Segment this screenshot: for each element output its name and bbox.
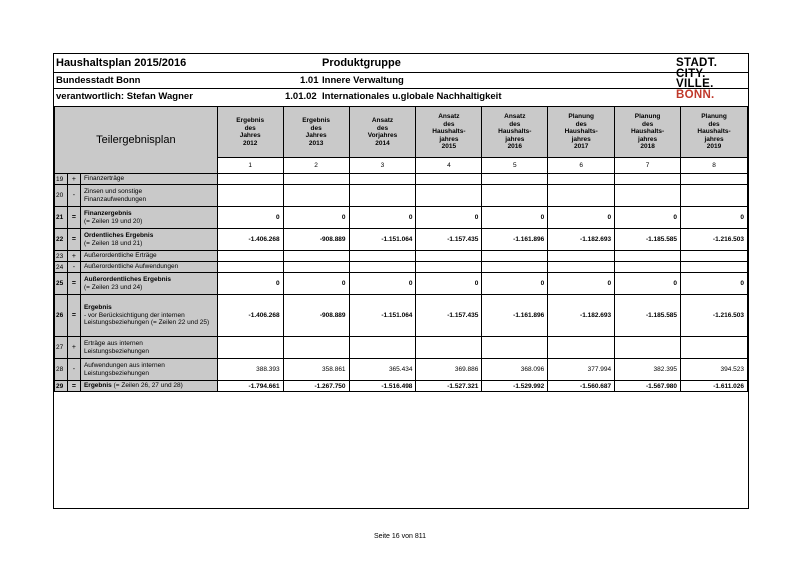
column-header-line: Jahres	[305, 132, 327, 139]
row-number: 29	[55, 381, 68, 392]
value-cell: 0	[482, 273, 548, 295]
column-header-line: des	[708, 120, 720, 128]
row-operator: +	[67, 251, 80, 262]
column-number: 2	[283, 158, 349, 174]
value-cell: -1.185.585	[615, 229, 681, 251]
table-row	[55, 295, 748, 337]
column-number: 5	[482, 158, 548, 174]
value-cell: 0	[416, 207, 482, 229]
value-cell	[548, 337, 615, 359]
value-cell: 0	[681, 207, 748, 229]
city-name: Bundesstadt Bonn	[56, 75, 141, 86]
value-cell: 0	[482, 207, 548, 229]
value-cell: -1.267.750	[283, 381, 349, 392]
value-cell: 0	[681, 273, 748, 295]
column-header-line: des	[244, 124, 256, 132]
value-cell: 0	[615, 207, 681, 229]
table-row	[55, 273, 748, 295]
value-cell	[482, 337, 548, 359]
row-label	[80, 185, 217, 207]
row-number: 20	[55, 185, 68, 207]
value-cell: -1.529.992	[482, 381, 548, 392]
value-cell: -1.157.435	[416, 295, 482, 337]
row-label-sub: (= Zeilen 23 und 24)	[83, 283, 143, 291]
table-title: Teilergebnisplan	[55, 107, 218, 174]
column-header-line: Haushalts-	[630, 128, 665, 136]
sheet-header	[54, 54, 748, 106]
table-row	[55, 185, 748, 207]
value-cell	[416, 185, 482, 207]
column-header	[217, 107, 283, 158]
value-cell: -1.151.064	[349, 295, 416, 337]
value-cell: 0	[349, 273, 416, 295]
value-cell	[615, 185, 681, 207]
row-label	[80, 262, 217, 273]
value-cell: 0	[217, 207, 283, 229]
value-cell	[548, 174, 615, 185]
value-cell	[283, 185, 349, 207]
value-cell: 0	[283, 207, 349, 229]
row-operator: -	[67, 185, 80, 207]
value-cell: 365.434	[349, 359, 416, 381]
column-number: 6	[548, 158, 615, 174]
value-cell: -1.216.503	[681, 229, 748, 251]
value-cell	[548, 251, 615, 262]
column-header-line: Haushalts-	[697, 128, 731, 136]
column-header-line: Haushalts-	[432, 128, 466, 136]
column-number: 7	[615, 158, 681, 174]
row-label-sub: Leistungsbeziehungen	[83, 347, 150, 355]
value-cell	[681, 185, 748, 207]
value-cell: -1.157.435	[416, 229, 482, 251]
value-cell: -908.889	[283, 295, 349, 337]
value-cell: 377.994	[548, 359, 615, 381]
value-cell	[349, 251, 416, 262]
value-cell	[615, 262, 681, 273]
column-header-line: jahres	[704, 135, 724, 143]
value-cell: -1.216.503	[681, 295, 748, 337]
value-cell: -1.527.321	[416, 381, 482, 392]
column-header-line: 2016	[507, 143, 523, 151]
table-row	[55, 337, 748, 359]
row-number: 24	[55, 262, 68, 273]
value-cell: -1.406.268	[217, 295, 283, 337]
value-cell	[283, 251, 349, 262]
column-header-line: 2019	[706, 143, 722, 151]
column-header	[548, 107, 615, 158]
value-cell: -1.560.687	[548, 381, 615, 392]
column-header-line: jahres	[505, 135, 525, 143]
row-label-main: Aufwendungen aus internen	[83, 362, 165, 369]
value-cell	[283, 262, 349, 273]
row-operator: =	[67, 207, 80, 229]
value-cell: 0	[615, 273, 681, 295]
value-cell	[482, 185, 548, 207]
column-header	[283, 107, 349, 158]
value-cell	[349, 174, 416, 185]
row-label-main: Außerordentliche Aufwendungen	[83, 263, 179, 271]
row-label-main: Erträge aus internen	[83, 340, 143, 347]
column-header	[681, 107, 748, 158]
column-header-line: Ergebnis	[236, 117, 265, 124]
value-cell	[482, 251, 548, 262]
value-cell	[548, 185, 615, 207]
table-row	[55, 262, 748, 273]
row-operator: -	[67, 359, 80, 381]
plan-title: Haushaltsplan 2015/2016	[56, 57, 187, 69]
row-label	[80, 207, 217, 229]
value-cell	[615, 174, 681, 185]
column-header-line: Ansatz	[371, 117, 394, 124]
row-number: 28	[55, 359, 68, 381]
column-header	[349, 107, 416, 158]
value-cell	[548, 262, 615, 273]
row-operator: =	[67, 273, 80, 295]
value-cell	[217, 185, 283, 207]
table-row	[55, 359, 748, 381]
column-header-line: Planung	[701, 113, 727, 121]
row-label	[80, 174, 217, 185]
group-label: Produktgruppe	[322, 57, 401, 69]
row-label-main: Finanzerträge	[83, 175, 125, 183]
budget-sheet	[53, 53, 749, 509]
value-cell: 369.886	[416, 359, 482, 381]
row-operator: =	[67, 381, 80, 392]
column-header-line: Haushalts-	[564, 128, 598, 136]
value-cell	[283, 337, 349, 359]
row-label-main: Finanzergebnis	[83, 210, 132, 217]
group-code-1: 1.01	[300, 75, 319, 86]
row-number: 25	[55, 273, 68, 295]
logo-line-4: BONN.	[676, 88, 715, 101]
column-header-line: 2015	[441, 143, 457, 151]
value-cell: 388.393	[217, 359, 283, 381]
group-name-2: Internationales u.globale Nachhaltigkeit	[322, 91, 502, 102]
row-number: 27	[55, 337, 68, 359]
table-row	[55, 207, 748, 229]
logo-line-3: VILLE.	[676, 78, 714, 90]
value-cell	[217, 262, 283, 273]
value-cell: 394.523	[681, 359, 748, 381]
logo-line-2: CITY.	[676, 67, 706, 80]
row-label-main: Zinsen und sonstige	[83, 188, 143, 195]
row-operator: =	[67, 229, 80, 251]
value-cell	[615, 337, 681, 359]
value-cell: -1.567.980	[615, 381, 681, 392]
row-number: 23	[55, 251, 68, 262]
column-header	[416, 107, 482, 158]
value-cell: -908.889	[283, 229, 349, 251]
value-cell: -1.161.896	[482, 229, 548, 251]
value-cell: 368.096	[482, 359, 548, 381]
value-cell: 0	[548, 207, 615, 229]
value-cell	[416, 174, 482, 185]
column-header-line: jahres	[571, 135, 591, 143]
value-cell	[681, 251, 748, 262]
column-number: 3	[349, 158, 416, 174]
column-header-line: 2017	[573, 143, 589, 151]
row-number: 22	[55, 229, 68, 251]
column-header-line: 2018	[640, 143, 655, 151]
column-number: 4	[416, 158, 482, 174]
value-cell: 0	[217, 273, 283, 295]
value-cell: 358.861	[283, 359, 349, 381]
value-cell: -1.185.585	[615, 295, 681, 337]
column-header-row	[55, 107, 748, 158]
logo-line-1: STADT.	[676, 57, 718, 69]
value-cell: 0	[283, 273, 349, 295]
row-operator: +	[67, 174, 80, 185]
row-number: 21	[55, 207, 68, 229]
column-header-line: Ansatz	[438, 113, 460, 121]
row-label	[80, 337, 217, 359]
value-cell	[217, 174, 283, 185]
table-row	[55, 174, 748, 185]
value-cell: -1.151.064	[349, 229, 416, 251]
row-label-sub: Leistungsbeziehungen	[83, 369, 150, 377]
value-cell: -1.182.693	[548, 295, 615, 337]
column-header-line: Jahres	[239, 132, 261, 139]
row-label	[80, 229, 217, 251]
value-cell	[482, 262, 548, 273]
value-cell: -1.182.693	[548, 229, 615, 251]
group-code-2: 1.01.02	[285, 91, 317, 102]
value-cell	[416, 337, 482, 359]
value-cell	[416, 262, 482, 273]
value-cell: -1.161.896	[482, 295, 548, 337]
row-label	[80, 251, 217, 262]
row-label-sub: (= Zeilen 18 und 21)	[83, 239, 143, 247]
value-cell	[615, 251, 681, 262]
value-cell: 0	[548, 273, 615, 295]
city-logo	[676, 58, 717, 100]
row-label	[80, 359, 217, 381]
value-cell	[283, 174, 349, 185]
row-number: 19	[55, 174, 68, 185]
row-label	[80, 381, 217, 392]
value-cell: -1.516.498	[349, 381, 416, 392]
column-header-line: Ansatz	[504, 113, 526, 121]
row-label-sub: - vor Berücksichtigung der internen Leistungsbeziehungen (= Zeilen 22 und 25)	[83, 311, 210, 327]
column-header-line: des	[443, 120, 455, 128]
row-label-main: Ordentliches Ergebnis	[83, 232, 154, 239]
column-header-line: Ergebnis	[302, 117, 330, 124]
column-header-line: 2012	[242, 139, 258, 147]
value-cell: 0	[349, 207, 416, 229]
column-number: 1	[217, 158, 283, 174]
row-operator: +	[67, 337, 80, 359]
value-cell	[349, 337, 416, 359]
value-cell	[349, 185, 416, 207]
group-name-1: Innere Verwaltung	[322, 75, 404, 86]
value-cell: -1.611.026	[681, 381, 748, 392]
column-header	[615, 107, 681, 158]
row-label-sub: (= Zeilen 26, 27 und 28)	[113, 382, 183, 390]
value-cell	[416, 251, 482, 262]
row-label	[80, 273, 217, 295]
page-number: Seite 16 von 811	[373, 533, 427, 540]
value-cell: 0	[416, 273, 482, 295]
table-row	[55, 251, 748, 262]
column-header-line: des	[376, 124, 389, 132]
column-header-line: des	[641, 120, 654, 128]
value-cell: -1.406.268	[217, 229, 283, 251]
row-label	[80, 295, 217, 337]
row-label-main: Außerordentliches Ergebnis	[83, 276, 171, 283]
value-cell: -1.794.661	[217, 381, 283, 392]
row-label-main: Ergebnis	[83, 304, 112, 312]
column-header-line: 2013	[308, 139, 324, 147]
column-header-line: Planung	[568, 113, 595, 121]
column-header-line: Planung	[634, 113, 661, 121]
column-header	[482, 107, 548, 158]
value-cell	[681, 174, 748, 185]
value-cell	[217, 251, 283, 262]
column-header-line: jahres	[439, 135, 459, 143]
column-header-line: 2014	[375, 139, 390, 147]
value-cell	[349, 262, 416, 273]
value-cell	[681, 262, 748, 273]
row-label-sub: (= Zeilen 19 und 20)	[83, 217, 143, 225]
column-header-line: jahres	[638, 135, 658, 143]
column-number: 8	[681, 158, 748, 174]
row-label-main: Ergebnis	[83, 382, 112, 390]
value-cell: 382.395	[615, 359, 681, 381]
value-cell	[217, 337, 283, 359]
column-header-line: des	[575, 120, 587, 128]
column-header-line: Vorjahres	[367, 132, 398, 139]
responsible-person: verantwortlich: Stefan Wagner	[56, 91, 193, 102]
column-header-line: Haushalts-	[498, 128, 532, 136]
row-label-main: Außerordentliche Erträge	[83, 252, 157, 260]
row-number: 26	[55, 295, 68, 337]
row-operator: -	[67, 262, 80, 273]
table-row	[55, 229, 748, 251]
value-cell	[681, 337, 748, 359]
value-cell	[482, 174, 548, 185]
row-operator: =	[67, 295, 80, 337]
row-label-sub: Finanzaufwendungen	[83, 195, 147, 203]
result-plan-table	[54, 106, 748, 392]
column-header-line: des	[310, 124, 322, 132]
table-row	[55, 381, 748, 392]
column-header-line: des	[509, 120, 521, 128]
